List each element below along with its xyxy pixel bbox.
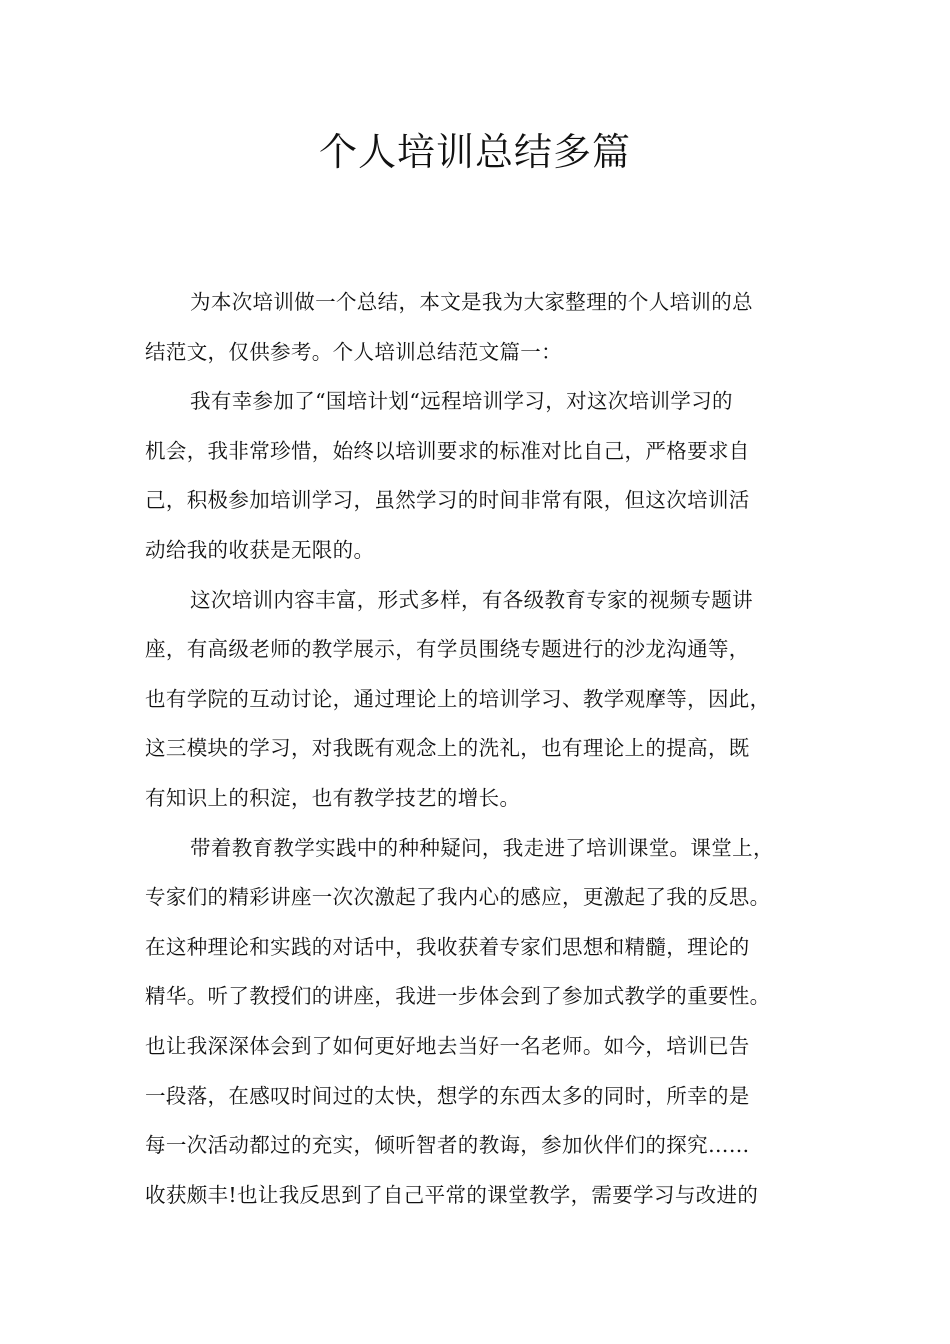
text-line: 在这种理论和实践的对话中，我收获着专家们思想和精髓，理论的 (145, 934, 750, 959)
text-line: 专家们的精彩讲座一次次激起了我内心的感应，更激起了我的反思。 (145, 885, 771, 910)
text-line: 每一次活动都过的充实，倾听智者的教诲，参加伙伴们的探究…… (145, 1133, 750, 1158)
text-line: 我有幸参加了“国培计划“远程培训学习，对这次培训学习的 (190, 389, 733, 414)
document-body (145, 278, 810, 1220)
text-line: 精华。听了教授们的讲座，我进一步体会到了参加式教学的重要性。 (145, 984, 771, 1009)
text-line: 也有学院的互动讨论，通过理论上的培训学习、教学观摩等，因此， (145, 686, 771, 711)
text-line: 这三模块的学习，对我既有观念上的洗礼，也有理论上的提高，既 (145, 736, 750, 761)
document-title: 个人培训总结多篇 (318, 130, 631, 174)
text-line: 座，有高级老师的教学展示，有学员围绕专题进行的沙龙沟通等， (145, 637, 750, 662)
text-line: 机会，我非常珍惜，始终以培训要求的标准对比自己，严格要求自 (145, 438, 750, 463)
text-line: 一段落，在感叹时间过的太快，想学的东西太多的同时，所幸的是 (145, 1083, 750, 1108)
text-line: 动给我的收获是无限的。 (145, 537, 375, 562)
text-line: 结范文，仅供参考。个人培训总结范文篇一： (145, 339, 562, 364)
text-line: 这次培训内容丰富，形式多样，有各级教育专家的视频专题讲 (190, 587, 753, 612)
text-line: 己，积极参加培训学习，虽然学习的时间非常有限，但这次培训活 (145, 488, 750, 513)
text-line: 也让我深深体会到了如何更好地去当好一名老师。如今，培训已告 (145, 1033, 750, 1058)
text-line: 为本次培训做一个总结，本文是我为大家整理的个人培训的总 (190, 290, 753, 314)
text-line: 带着教育教学实践中的种种疑问，我走进了培训课堂。课堂上， (190, 835, 774, 860)
text-line: 收获颇丰!也让我反思到了自己平常的课堂教学，需要学习与改进的 (145, 1182, 759, 1207)
text-line: 有知识上的积淀，也有教学技艺的增长。 (145, 785, 521, 810)
